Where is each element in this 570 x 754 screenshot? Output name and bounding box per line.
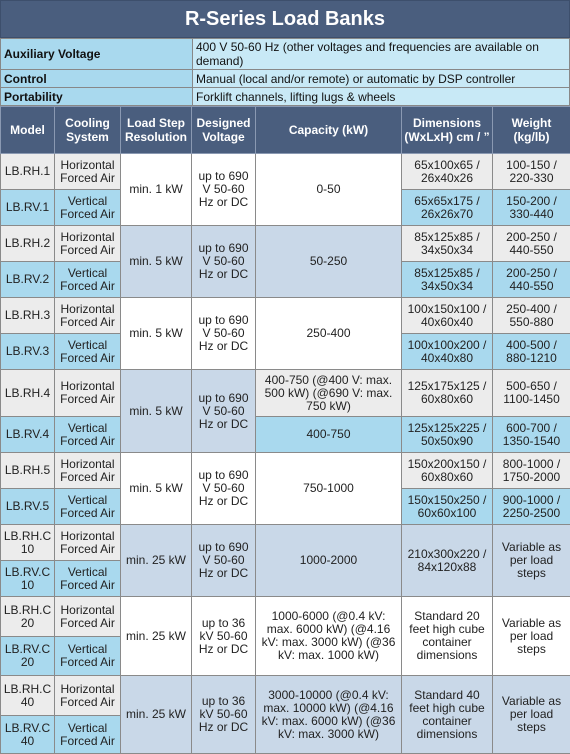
column-header-dimensions: Dimensions (WxLxH) cm / ” bbox=[402, 107, 493, 154]
voltage-cell: up to 690 V 50-60 Hz or DC bbox=[192, 525, 256, 597]
capacity-cell: 400-750 (@400 V: max. 500 kW) (@690 V: max. 750 kW) bbox=[256, 370, 402, 417]
load-bank-table bbox=[0, 106, 570, 754]
weight-cell: 250-400 / 550-880 bbox=[493, 298, 570, 334]
voltage-cell: up to 36 kV 50-60 Hz or DC bbox=[192, 676, 256, 754]
dimensions-cell: 150x200x150 / 60x80x60 bbox=[402, 453, 493, 489]
specs-table bbox=[0, 38, 570, 106]
cooling-cell: Vertical Forced Air bbox=[55, 489, 121, 525]
column-header-capacity: Capacity (kW) bbox=[256, 107, 402, 154]
table-row bbox=[1, 417, 570, 453]
voltage-cell: up to 690 V 50-60 Hz or DC bbox=[192, 370, 256, 453]
load-step-cell: min. 5 kW bbox=[121, 453, 192, 525]
table-row bbox=[1, 154, 570, 190]
cooling-cell: Horizontal Forced Air bbox=[55, 453, 121, 489]
weight-cell: 200-250 / 440-550 bbox=[493, 226, 570, 262]
spec-label: Portability bbox=[1, 88, 193, 106]
dimensions-cell: Standard 20 feet high cube container dimensions bbox=[402, 597, 493, 676]
model-cell: LB.RH.C 20 bbox=[1, 597, 55, 637]
model-cell: LB.RH.C 10 bbox=[1, 525, 55, 561]
voltage-cell: up to 690 V 50-60 Hz or DC bbox=[192, 154, 256, 226]
cooling-cell: Horizontal Forced Air bbox=[55, 525, 121, 561]
spec-label: Control bbox=[1, 70, 193, 88]
weight-cell: 200-250 / 440-550 bbox=[493, 262, 570, 298]
weight-cell: Variable as per load steps bbox=[493, 597, 570, 676]
model-cell: LB.RV.5 bbox=[1, 489, 55, 525]
model-cell: LB.RH.4 bbox=[1, 370, 55, 417]
load-step-cell: min. 25 kW bbox=[121, 597, 192, 676]
capacity-cell: 1000-2000 bbox=[256, 525, 402, 597]
cooling-cell: Horizontal Forced Air bbox=[55, 676, 121, 716]
capacity-cell: 3000-10000 (@0.4 kV: max. 10000 kW) (@4.16 kV: max. 6000 kW) (@36 kV: max. 3000 kW) bbox=[256, 676, 402, 754]
load-step-cell: min. 5 kW bbox=[121, 226, 192, 298]
load-step-cell: min. 25 kW bbox=[121, 525, 192, 597]
capacity-cell: 750-1000 bbox=[256, 453, 402, 525]
table-row bbox=[1, 525, 570, 561]
capacity-cell: 400-750 bbox=[256, 417, 402, 453]
spec-label: Auxiliary Voltage bbox=[1, 39, 193, 70]
model-cell: LB.RH.C 40 bbox=[1, 676, 55, 716]
weight-cell: Variable as per load steps bbox=[493, 525, 570, 597]
load-step-cell: min. 5 kW bbox=[121, 298, 192, 370]
dimensions-cell: 125x175x125 / 60x80x60 bbox=[402, 370, 493, 417]
header-row bbox=[1, 107, 570, 154]
cooling-cell: Horizontal Forced Air bbox=[55, 597, 121, 637]
spec-row bbox=[1, 39, 570, 70]
model-cell: LB.RV.1 bbox=[1, 190, 55, 226]
weight-cell: 500-650 / 1100-1450 bbox=[493, 370, 570, 417]
dimensions-cell: 65x65x175 / 26x26x70 bbox=[402, 190, 493, 226]
table-row bbox=[1, 453, 570, 489]
weight-cell: Variable as per load steps bbox=[493, 676, 570, 754]
model-cell: LB.RH.1 bbox=[1, 154, 55, 190]
voltage-cell: up to 36 kV 50-60 Hz or DC bbox=[192, 597, 256, 676]
capacity-cell: 1000-6000 (@0.4 kV: max. 6000 kW) (@4.16 kV: max. 3000 kW) (@36 kV: max. 1000 kW) bbox=[256, 597, 402, 676]
cooling-cell: Vertical Forced Air bbox=[55, 561, 121, 597]
model-cell: LB.RH.5 bbox=[1, 453, 55, 489]
table-row bbox=[1, 226, 570, 262]
spec-value: Manual (local and/or remote) or automatic by DSP controller bbox=[193, 70, 570, 88]
cooling-cell: Vertical Forced Air bbox=[55, 716, 121, 754]
cooling-cell: Horizontal Forced Air bbox=[55, 226, 121, 262]
cooling-cell: Vertical Forced Air bbox=[55, 637, 121, 676]
dimensions-cell: 100x150x100 / 40x60x40 bbox=[402, 298, 493, 334]
column-header-cooling: Cooling System bbox=[55, 107, 121, 154]
cooling-cell: Horizontal Forced Air bbox=[55, 154, 121, 190]
capacity-cell: 250-400 bbox=[256, 298, 402, 370]
model-cell: LB.RV.C 40 bbox=[1, 716, 55, 754]
model-cell: LB.RV.C 20 bbox=[1, 637, 55, 676]
cooling-cell: Horizontal Forced Air bbox=[55, 298, 121, 334]
spec-value: 400 V 50-60 Hz (other voltages and frequencies are available on demand) bbox=[193, 39, 570, 70]
spec-row bbox=[1, 70, 570, 88]
weight-cell: 150-200 / 330-440 bbox=[493, 190, 570, 226]
column-header-weight: Weight (kg/lb) bbox=[493, 107, 570, 154]
column-header-voltage: Designed Voltage bbox=[192, 107, 256, 154]
voltage-cell: up to 690 V 50-60 Hz or DC bbox=[192, 453, 256, 525]
table-row bbox=[1, 298, 570, 334]
weight-cell: 900-1000 / 2250-2500 bbox=[493, 489, 570, 525]
dimensions-cell: 85x125x85 / 34x50x34 bbox=[402, 226, 493, 262]
model-cell: LB.RV.C 10 bbox=[1, 561, 55, 597]
table-row bbox=[1, 597, 570, 637]
dimensions-cell: 150x150x250 / 60x60x100 bbox=[402, 489, 493, 525]
model-cell: LB.RH.2 bbox=[1, 226, 55, 262]
capacity-cell: 50-250 bbox=[256, 226, 402, 298]
weight-cell: 800-1000 / 1750-2000 bbox=[493, 453, 570, 489]
cooling-cell: Horizontal Forced Air bbox=[55, 370, 121, 417]
load-step-cell: min. 5 kW bbox=[121, 370, 192, 453]
dimensions-cell: 100x100x200 / 40x40x80 bbox=[402, 334, 493, 370]
spec-row bbox=[1, 88, 570, 106]
load-step-cell: min. 25 kW bbox=[121, 676, 192, 754]
dimensions-cell: 210x300x220 / 84x120x88 bbox=[402, 525, 493, 597]
table-row bbox=[1, 370, 570, 417]
table-row bbox=[1, 676, 570, 716]
dimensions-cell: Standard 40 feet high cube container dimensions bbox=[402, 676, 493, 754]
voltage-cell: up to 690 V 50-60 Hz or DC bbox=[192, 298, 256, 370]
dimensions-cell: 65x100x65 / 26x40x26 bbox=[402, 154, 493, 190]
voltage-cell: up to 690 V 50-60 Hz or DC bbox=[192, 226, 256, 298]
weight-cell: 600-700 / 1350-1540 bbox=[493, 417, 570, 453]
model-cell: LB.RV.2 bbox=[1, 262, 55, 298]
column-header-load-step: Load Step Resolution bbox=[121, 107, 192, 154]
model-cell: LB.RH.3 bbox=[1, 298, 55, 334]
load-step-cell: min. 1 kW bbox=[121, 154, 192, 226]
weight-cell: 400-500 / 880-1210 bbox=[493, 334, 570, 370]
cooling-cell: Vertical Forced Air bbox=[55, 262, 121, 298]
cooling-cell: Vertical Forced Air bbox=[55, 190, 121, 226]
column-header-model: Model bbox=[1, 107, 55, 154]
dimensions-cell: 125x125x225 / 50x50x90 bbox=[402, 417, 493, 453]
model-cell: LB.RV.3 bbox=[1, 334, 55, 370]
weight-cell: 100-150 / 220-330 bbox=[493, 154, 570, 190]
model-cell: LB.RV.4 bbox=[1, 417, 55, 453]
page-title: R-Series Load Banks bbox=[0, 0, 570, 38]
dimensions-cell: 85x125x85 / 34x50x34 bbox=[402, 262, 493, 298]
cooling-cell: Vertical Forced Air bbox=[55, 417, 121, 453]
capacity-cell: 0-50 bbox=[256, 154, 402, 226]
spec-value: Forklift channels, lifting lugs & wheels bbox=[193, 88, 570, 106]
cooling-cell: Vertical Forced Air bbox=[55, 334, 121, 370]
